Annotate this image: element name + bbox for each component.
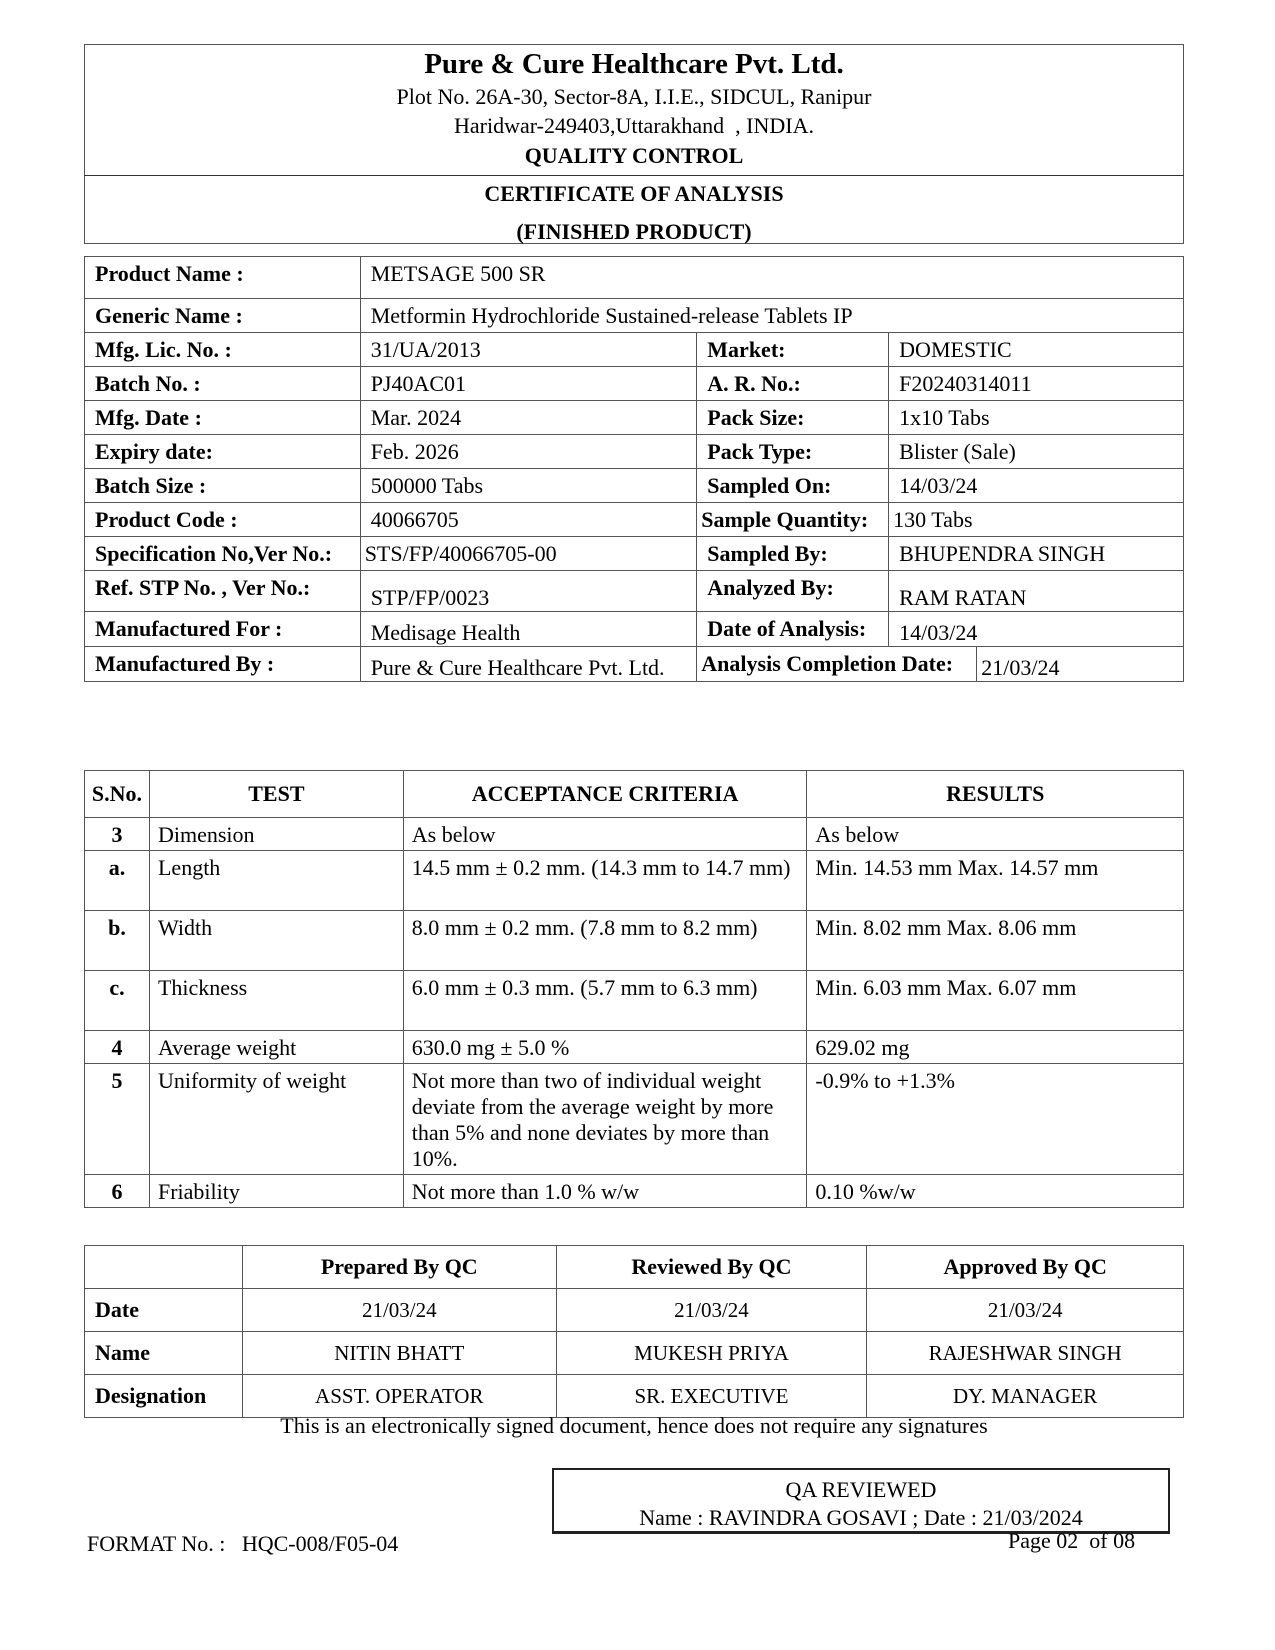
info-label: Sample Quantity: xyxy=(697,503,889,537)
test-sno: b. xyxy=(85,911,150,971)
info-row xyxy=(85,367,1184,401)
info-row xyxy=(85,401,1184,435)
info-row xyxy=(85,333,1184,367)
test-result: Min. 14.53 mm Max. 14.57 mm xyxy=(807,851,1184,911)
test-result: 629.02 mg xyxy=(807,1031,1184,1064)
tests-header-row xyxy=(85,771,1184,818)
header-test: TEST xyxy=(149,771,403,818)
info-row xyxy=(85,469,1184,503)
format-number: FORMAT No. : HQC-008/F05-04 xyxy=(87,1531,399,1556)
product-info-table xyxy=(84,256,1184,682)
info-row xyxy=(85,503,1184,537)
test-row xyxy=(85,911,1184,971)
product-name-label: Product Name : xyxy=(85,257,361,299)
test-sno: a. xyxy=(85,851,150,911)
info-value: RAM RATAN xyxy=(889,571,1184,612)
test-row xyxy=(85,1064,1184,1175)
prepared-name: NITIN BHATT xyxy=(242,1332,556,1375)
completion-cell xyxy=(697,647,1184,682)
test-name: Friability xyxy=(149,1175,403,1208)
info-row-product-name xyxy=(85,257,1184,299)
address-line-1: Plot No. 26A-30, Sector-8A, I.I.E., SIDCUL, Ranipur xyxy=(396,84,872,109)
info-row xyxy=(85,537,1184,571)
info-value: Mar. 2024 xyxy=(360,401,697,435)
test-sno: 4 xyxy=(85,1031,150,1064)
info-value: STS/FP/40066705-00 xyxy=(360,537,697,571)
test-row xyxy=(85,851,1184,911)
info-value: Feb. 2026 xyxy=(360,435,697,469)
info-row-generic-name xyxy=(85,299,1184,333)
tests-table xyxy=(84,770,1184,1208)
test-result: -0.9% to +1.3% xyxy=(807,1064,1184,1175)
signoff-table xyxy=(84,1245,1184,1418)
approved-by-header: Approved By QC xyxy=(867,1246,1184,1289)
reviewed-designation: SR. EXECUTIVE xyxy=(556,1375,867,1418)
info-label: A. R. No.: xyxy=(697,367,889,401)
test-criteria: As below xyxy=(403,818,807,851)
test-name: Dimension xyxy=(149,818,403,851)
test-sno: c. xyxy=(85,971,150,1031)
info-value: 31/UA/2013 xyxy=(360,333,697,367)
page-number: Page 02 of 08 xyxy=(1008,1528,1136,1553)
info-label: Mfg. Lic. No. : xyxy=(85,333,361,367)
info-value: 14/03/24 xyxy=(889,469,1184,503)
signoff-date-row xyxy=(85,1289,1184,1332)
header-sno: S.No. xyxy=(85,771,150,818)
signoff-corner xyxy=(85,1246,243,1289)
generic-name-value: Metformin Hydrochloride Sustained-release Tablets IP xyxy=(360,299,1183,333)
qa-reviewed-stamp xyxy=(552,1468,1170,1534)
test-row xyxy=(85,1175,1184,1208)
test-result: As below xyxy=(807,818,1184,851)
info-row xyxy=(85,435,1184,469)
info-value: Medisage Health xyxy=(360,612,697,647)
approved-date: 21/03/24 xyxy=(867,1289,1184,1332)
test-sno: 6 xyxy=(85,1175,150,1208)
test-row xyxy=(85,971,1184,1031)
qa-reviewed-title: QA REVIEWED xyxy=(785,1477,937,1502)
test-criteria: 8.0 mm ± 0.2 mm. (7.8 mm to 8.2 mm) xyxy=(403,911,807,971)
info-value: 500000 Tabs xyxy=(360,469,697,503)
test-criteria: 630.0 mg ± 5.0 % xyxy=(403,1031,807,1064)
info-label: Sampled By: xyxy=(697,537,889,571)
generic-name-label: Generic Name : xyxy=(85,299,361,333)
info-label: Pack Size: xyxy=(697,401,889,435)
completion-date-label: Analysis Completion Date: xyxy=(697,647,977,681)
info-label: Manufactured For : xyxy=(85,612,361,647)
info-value: STP/FP/0023 xyxy=(360,571,697,612)
info-value: PJ40AC01 xyxy=(360,367,697,401)
info-row xyxy=(85,612,1184,647)
info-label: Expiry date: xyxy=(85,435,361,469)
info-label: Batch No. : xyxy=(85,367,361,401)
test-name: Uniformity of weight xyxy=(149,1064,403,1175)
info-label: Specification No,Ver No.: xyxy=(85,537,361,571)
test-row xyxy=(85,1031,1184,1064)
signoff-header-row xyxy=(85,1246,1184,1289)
prepared-date: 21/03/24 xyxy=(242,1289,556,1332)
test-sno: 3 xyxy=(85,818,150,851)
test-result: Min. 6.03 mm Max. 6.07 mm xyxy=(807,971,1184,1031)
info-value: 1x10 Tabs xyxy=(889,401,1184,435)
test-result: Min. 8.02 mm Max. 8.06 mm xyxy=(807,911,1184,971)
info-value: Blister (Sale) xyxy=(889,435,1184,469)
info-value: 14/03/24 xyxy=(889,612,1184,647)
info-row xyxy=(85,571,1184,612)
approved-name: RAJESHWAR SINGH xyxy=(867,1332,1184,1375)
product-name-value: METSAGE 500 SR xyxy=(360,257,1183,299)
info-row-manufactured-by xyxy=(85,647,1184,682)
info-label: Date of Analysis: xyxy=(697,612,889,647)
test-result: 0.10 %w/w xyxy=(807,1175,1184,1208)
info-label: Sampled On: xyxy=(697,469,889,503)
info-label: Market: xyxy=(697,333,889,367)
test-criteria: 14.5 mm ± 0.2 mm. (14.3 mm to 14.7 mm) xyxy=(403,851,807,911)
info-label: Analyzed By: xyxy=(697,571,889,612)
test-criteria: 6.0 mm ± 0.3 mm. (5.7 mm to 6.3 mm) xyxy=(403,971,807,1031)
test-row xyxy=(85,818,1184,851)
approved-designation: DY. MANAGER xyxy=(867,1375,1184,1418)
department-title: QUALITY CONTROL xyxy=(524,143,744,168)
date-label: Date xyxy=(85,1289,243,1332)
prepared-by-header: Prepared By QC xyxy=(242,1246,556,1289)
info-value: BHUPENDRA SINGH xyxy=(889,537,1184,571)
info-value: F20240314011 xyxy=(889,367,1184,401)
reviewed-name: MUKESH PRIYA xyxy=(556,1332,867,1375)
document-subtitle: (FINISHED PRODUCT) xyxy=(516,219,752,244)
reviewed-date: 21/03/24 xyxy=(556,1289,867,1332)
signoff-designation-row xyxy=(85,1375,1184,1418)
manufactured-by-value: Pure & Cure Healthcare Pvt. Ltd. xyxy=(360,647,697,682)
reviewed-by-header: Reviewed By QC xyxy=(556,1246,867,1289)
header-results: RESULTS xyxy=(807,771,1184,818)
header-criteria: ACCEPTANCE CRITERIA xyxy=(403,771,807,818)
test-name: Average weight xyxy=(149,1031,403,1064)
test-name: Length xyxy=(149,851,403,911)
test-criteria: Not more than two of individual weight deviate from the average weight by more than 5% and none deviates by more than 10%. xyxy=(403,1064,807,1175)
info-label: Batch Size : xyxy=(85,469,361,503)
info-label: Mfg. Date : xyxy=(85,401,361,435)
info-label: Ref. STP No. , Ver No.: xyxy=(85,571,361,612)
header-divider xyxy=(84,175,1184,176)
address-line-2: Haridwar-249403,Uttarakhand , INDIA. xyxy=(453,113,814,138)
test-criteria: Not more than 1.0 % w/w xyxy=(403,1175,807,1208)
info-label: Product Code : xyxy=(85,503,361,537)
prepared-designation: ASST. OPERATOR xyxy=(242,1375,556,1418)
designation-label: Designation xyxy=(85,1375,243,1418)
info-label: Pack Type: xyxy=(697,435,889,469)
esign-note: This is an electronically signed document, hence does not require any signatures xyxy=(280,1413,988,1438)
info-value: 40066705 xyxy=(360,503,697,537)
manufactured-by-label: Manufactured By : xyxy=(85,647,361,682)
signoff-name-row xyxy=(85,1332,1184,1375)
qa-reviewed-detail: Name : RAVINDRA GOSAVI ; Date : 21/03/2024 xyxy=(639,1505,1083,1530)
document-title: CERTIFICATE OF ANALYSIS xyxy=(484,181,784,206)
test-sno: 5 xyxy=(85,1064,150,1175)
name-label: Name xyxy=(85,1332,243,1375)
test-name: Thickness xyxy=(149,971,403,1031)
completion-date-value: 21/03/24 xyxy=(981,655,1060,680)
info-value: 130 Tabs xyxy=(889,503,1184,537)
info-value: DOMESTIC xyxy=(889,333,1184,367)
company-name: Pure & Cure Healthcare Pvt. Ltd. xyxy=(424,48,844,80)
test-name: Width xyxy=(149,911,403,971)
